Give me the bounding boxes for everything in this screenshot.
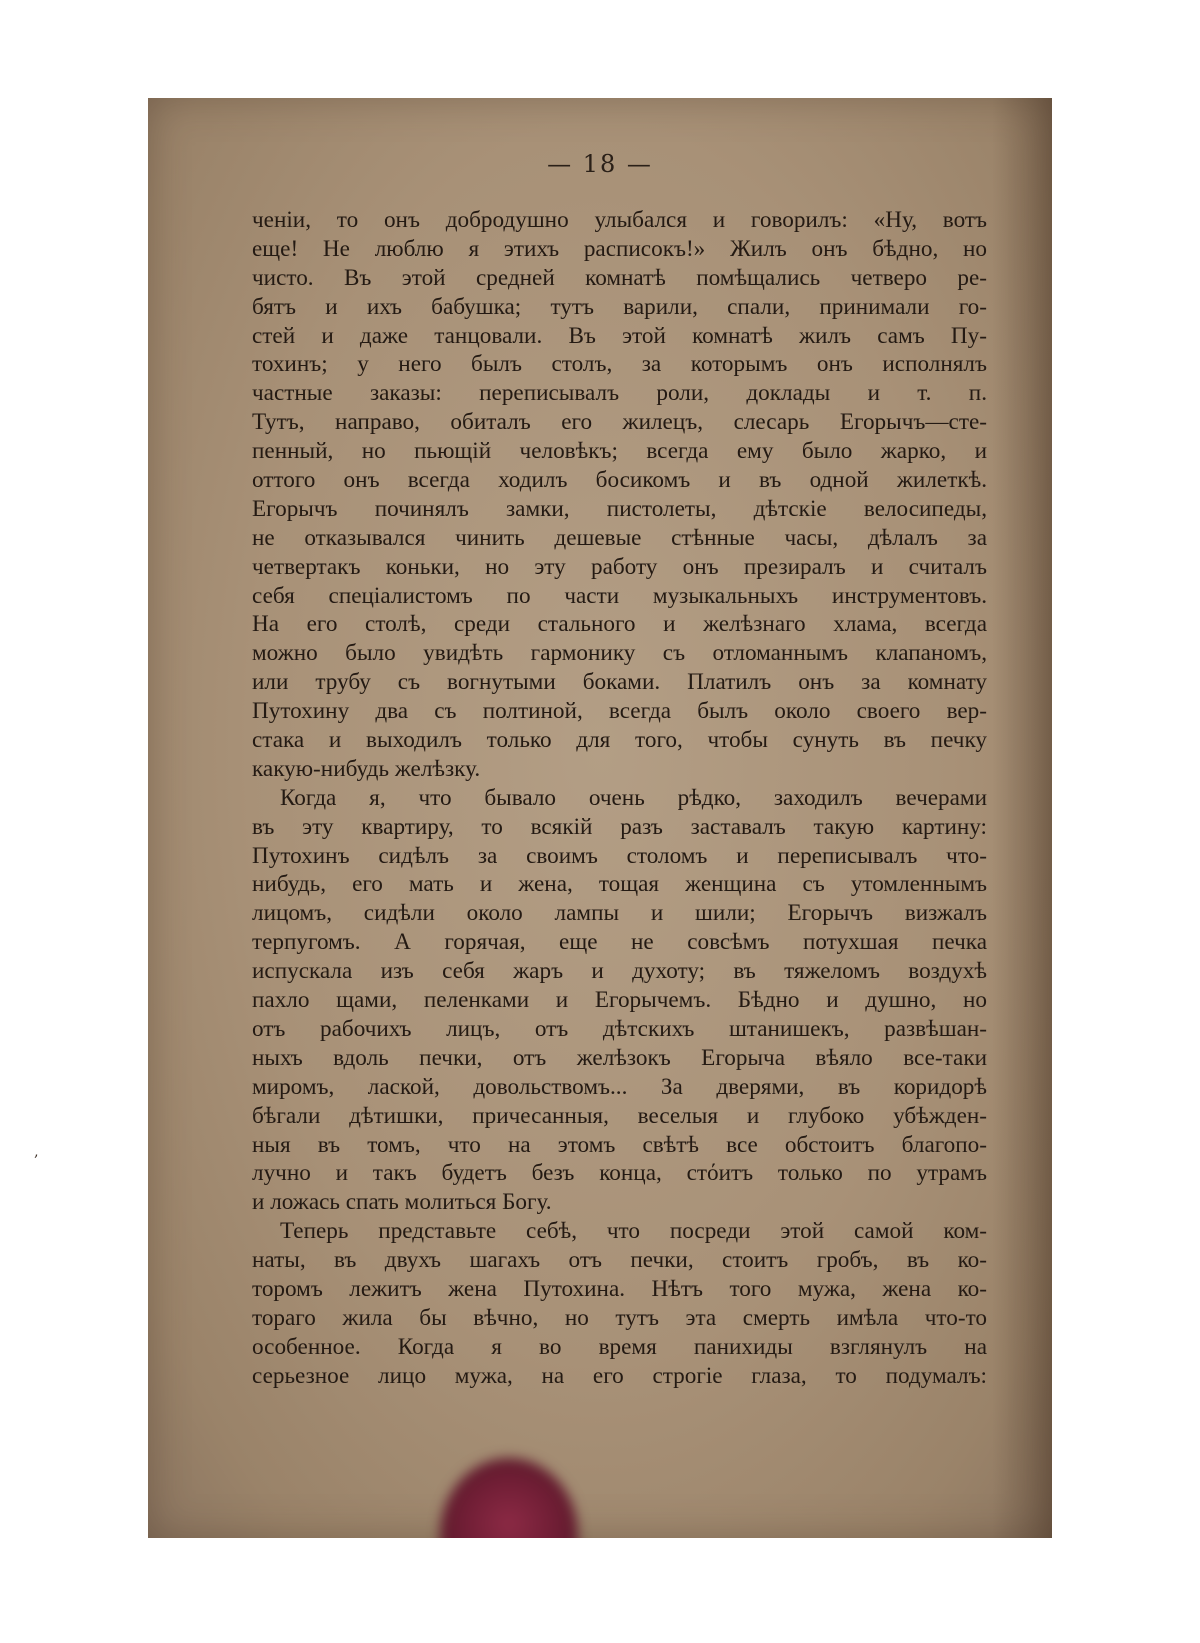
text-line-30: ныхъ вдоль печки, отъ желѣзокъ Егорыча вѣяло все-таки (252, 1044, 987, 1071)
text-line-31: миромъ, лаской, довольствомъ... За дверями, въ коридорѣ (252, 1073, 987, 1100)
text-line-25: лицомъ, сидѣли около лампы и шили; Егорычъ визжалъ (252, 900, 987, 927)
page-number: — 18 — (547, 150, 653, 178)
text-line-2: еще! Не люблю я этихъ расписокъ!» Жилъ онъ бѣдно, но (252, 235, 987, 262)
text-line-29: отъ рабочихъ лицъ, отъ дѣтскихъ штанишекъ, развѣшан- (252, 1015, 987, 1042)
text-line-23: Путохинъ сидѣлъ за своимъ столомъ и переписывалъ что- (252, 842, 987, 869)
text-line-1: ченіи, то онъ добродушно улыбался и говорилъ: «Ну, вотъ (252, 207, 987, 233)
text-line-13: четвертакъ коньки, но эту работу онъ презиралъ и считалъ (252, 553, 987, 580)
text-line-6: тохинъ; у него былъ столъ, за которымъ онъ исполнялъ (252, 351, 987, 378)
text-line-4: бятъ и ихъ бабушка; тутъ варили, спали, принимали го- (252, 293, 987, 320)
text-line-20: какую-нибудь желѣзку. (252, 755, 481, 782)
text-line-14: себя спеціалистомъ по части музыкальныхъ инструментовъ. (252, 582, 987, 609)
text-line-12: не отказывался чинить дешевые стѣнные часы, дѣлалъ за (252, 524, 987, 551)
scanner-thumb-smudge (440, 1458, 578, 1538)
text-line-7: частные заказы: переписывалъ роли, доклады и т. п. (252, 380, 987, 407)
text-line-3: чисто. Въ этой средней комнатѣ помѣщались четверо ре- (252, 264, 987, 291)
text-line-10: оттого онъ всегда ходилъ босикомъ и въ одной жилеткѣ. (252, 467, 987, 494)
text-line-34: лучно и такъ будетъ безъ конца, стόитъ только по утрамъ (252, 1160, 987, 1187)
text-line-28: пахло щами, пеленками и Егорычемъ. Бѣдно и душно, но (252, 987, 987, 1014)
text-line-16: можно было увидѣть гармонику съ отломаннымъ клапаномъ, (252, 640, 987, 667)
text-line-5: стей и даже танцовали. Въ этой комнатѣ жилъ самъ Пу- (252, 322, 987, 349)
text-line-32: бѣгали дѣтишки, причесанныя, веселыя и глубоко убѣжден- (252, 1102, 987, 1129)
text-line-11: Егорычъ починялъ замки, пистолеты, дѣтскіе велосипеды, (252, 495, 987, 522)
text-line-27: испускала изъ себя жаръ и духоту; въ тяжеломъ воздухѣ (252, 958, 987, 985)
text-line-9: пенный, но пьющій человѣкъ; всегда ему было жарко, и (252, 438, 987, 465)
text-line-41: серьезное лицо мужа, на его строгіе глаза, то подумалъ: (252, 1362, 987, 1389)
scanned-book-page (148, 98, 1052, 1538)
stray-margin-mark: ‚ (34, 1144, 39, 1160)
text-line-33: ныя въ томъ, что на этомъ свѣтѣ все обстоитъ благопо- (252, 1131, 987, 1158)
text-line-37: наты, въ двухъ шагахъ отъ печки, стоитъ гробъ, въ ко- (252, 1247, 987, 1274)
text-line-8: Тутъ, направо, обиталъ его жилецъ, слесарь Егорычъ—сте- (252, 409, 987, 436)
text-line-38: торомъ лежитъ жена Путохина. Нѣтъ того мужа, жена ко- (252, 1275, 987, 1302)
text-line-18: Путохину два съ полтиной, всегда былъ около своего вер- (252, 698, 987, 725)
body-text (252, 206, 987, 1391)
text-line-15: На его столѣ, среди стального и желѣзнаго хлама, всегда (252, 611, 987, 638)
text-line-24: нибудь, его мать и жена, тощая женщина съ утомленнымъ (252, 871, 987, 898)
text-line-40: особенное. Когда я во время панихиды взглянулъ на (252, 1333, 987, 1360)
text-line-19: стака и выходилъ только для того, чтобы сунуть въ печку (252, 727, 987, 754)
text-line-35: и ложась спать молиться Богу. (252, 1189, 552, 1216)
text-line-36: Теперь представьте себѣ, что посреди этой самой ком- (280, 1218, 987, 1245)
text-line-21: Когда я, что бывало очень рѣдко, заходилъ вечерами (280, 784, 987, 811)
text-line-22: въ эту квартиру, то всякій разъ заставалъ такую картину: (252, 813, 987, 840)
text-line-26: терпугомъ. А горячая, еще не совсѣмъ потухшая печка (252, 929, 987, 956)
text-line-17: или трубу съ вогнутыми боками. Платилъ онъ за комнату (252, 669, 987, 696)
text-line-39: тораго жила бы вѣчно, но тутъ эта смерть имѣла что-то (252, 1304, 987, 1331)
